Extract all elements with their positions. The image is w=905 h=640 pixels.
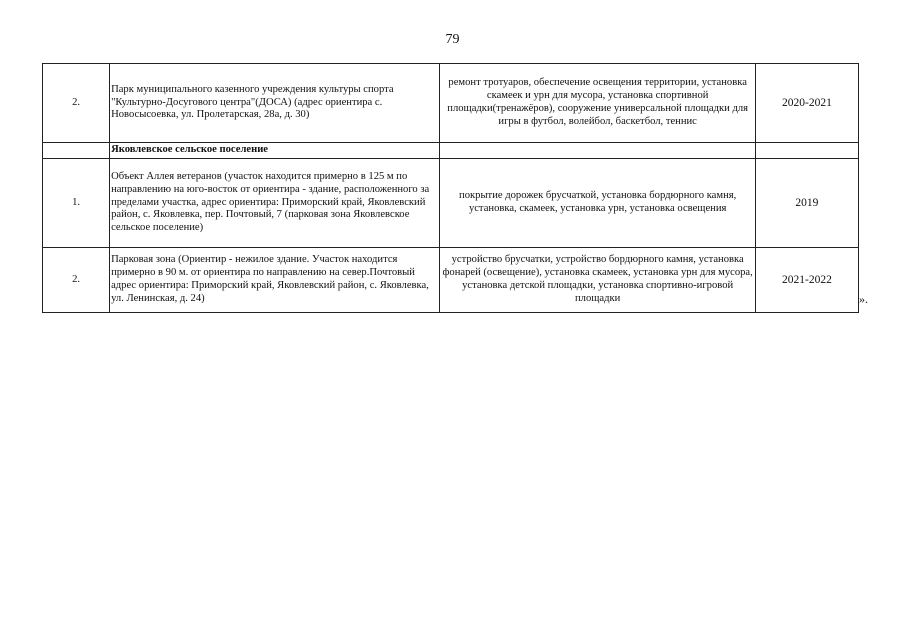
object-description: Парк муниципального казенного учреждения культуры спорта "Культурно-Досугового центра"(ДОСА) (адрес ориентира с. Новосысоевка, ул. Пролетарская, 28а, д. 30): [110, 64, 440, 143]
object-description: Парковая зона (Ориентир - нежилое здание. Участок находится примерно в 90 м. от ориентира по направлению на север.Почтовый адрес ориентира: Приморский край, Яковлевский район, с. Яковлевка, ул. Ленинская, д. 24): [110, 248, 440, 313]
closing-quote-mark: ».: [859, 292, 868, 306]
page-number: 79: [445, 32, 460, 47]
improvement-table: [42, 63, 859, 313]
row-number: 2.: [43, 64, 110, 143]
object-description: Объект Аллея ветеранов (участок находится примерно в 125 м по направлению на юго-восток от ориентира - здание, расположенного за пределами участка, адрес ориентира: Приморский край, Яковлевский район, с. Яковлевка, пер. Почтовый, 7 (парковая зона Яковлевское сельское поселение): [110, 159, 440, 248]
empty-cell: [755, 143, 858, 159]
row-number: 2.: [43, 248, 110, 313]
works-description: ремонт тротуаров, обеспечение освещения территории, установка скамеек и урн для мусора, установка спортивной площадки(тренажёров), сооружение универсальной площадки для игры в футбол, волейбол, баскетбол, теннис: [440, 64, 755, 143]
table-row: [43, 248, 859, 313]
empty-cell: [43, 143, 110, 159]
period-cell: 2019: [755, 159, 858, 248]
section-row: [43, 143, 859, 159]
period-cell: 2021-2022: [755, 248, 858, 313]
table-row: [43, 159, 859, 248]
section-title: Яковлевское сельское поселение: [110, 143, 440, 159]
empty-cell: [440, 143, 755, 159]
works-description: покрытие дорожек брусчаткой, установка бордюрного камня, установка, скамеек, установка урн, установка освещения: [440, 159, 755, 248]
period-cell: 2020-2021: [755, 64, 858, 143]
row-number: 1.: [43, 159, 110, 248]
table-row: [43, 64, 859, 143]
works-description: устройство брусчатки, устройство бордюрного камня, установка фонарей (освещение), установка скамеек, установка урн для мусора, установка детской площадки, установка спортивно-игровой площадки: [440, 248, 755, 313]
